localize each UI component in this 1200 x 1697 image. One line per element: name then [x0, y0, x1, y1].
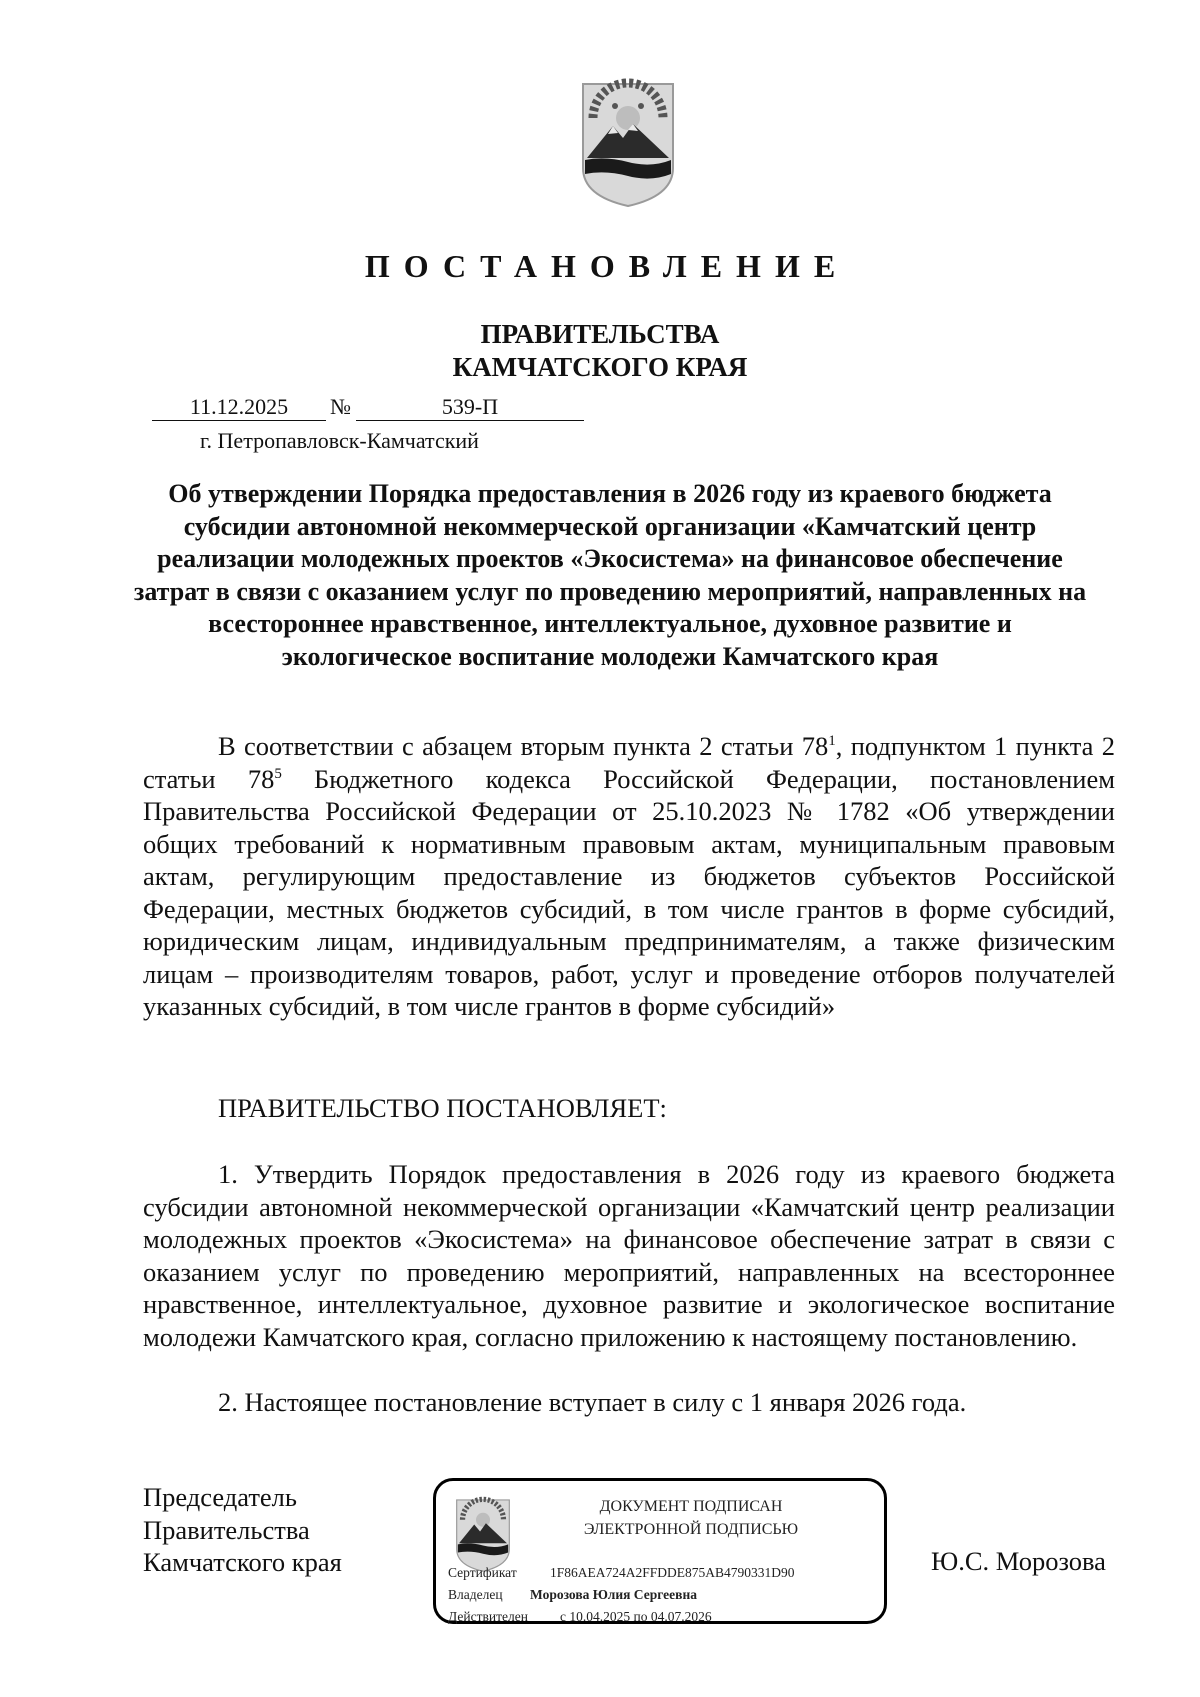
- preamble-superscript-1: 1: [828, 733, 836, 750]
- resolves-heading: ПРАВИТЕЛЬСТВО ПОСТАНОВЛЯЕТ:: [218, 1093, 667, 1123]
- position-line-1: Председатель: [143, 1482, 297, 1512]
- electronic-signature-stamp: [433, 1478, 887, 1624]
- stamp-heading: [526, 1495, 856, 1541]
- coat-of-arms-icon: [575, 78, 681, 210]
- stamp-heading-line-2: ЭЛЕКТРОННОЙ ПОДПИСЬЮ: [583, 1521, 799, 1538]
- city: г. Петропавловск-Камчатский: [200, 428, 479, 453]
- stamp-heading-line-1: ДОКУМЕНТ ПОДПИСАН: [599, 1498, 783, 1515]
- preamble-superscript-2: 5: [274, 765, 282, 782]
- signatory-position: [143, 1481, 342, 1579]
- position-line-2: Правительства: [143, 1514, 310, 1545]
- preamble-text-b: , подпунктом 1 пункта 2 статьи 78: [143, 731, 1116, 794]
- item-1: 1. Утвердить Порядок предоставления в 2026 году из краевого бюджета субсидии автономной некоммерческой организации «Камчатский центр реализации молодежных проектов «Экосистема» на финансовое обеспечение затрат в связи с оказанием услуг по проведению мероприятий, направленных на всестороннее нравственное, интеллектуальное, духовное развитие и экологическое воспитание молодежи Камчатского края, согласно приложению к настоящему постановлению.: [143, 1159, 1115, 1352]
- signatory-name: Ю.С. Морозова: [931, 1546, 1106, 1576]
- owner-row: [448, 1587, 697, 1603]
- issuer-line-1: ПРАВИТЕЛЬСТВА: [480, 319, 720, 349]
- item-2: 2. Настоящее постановление вступает в силу с 1 января 2026 года.: [218, 1387, 967, 1417]
- issuer-line-2: КАМЧАТСКОГО КРАЯ: [452, 352, 748, 382]
- certificate-label: Сертификат: [448, 1565, 517, 1580]
- preamble-text-a: В соответствии с абзацем вторым пункта 2 статьи 78: [218, 731, 829, 761]
- document-title: Об утверждении Порядка предоставления в 2026 году из краевого бюджета субсидии автономной некоммерческой организации «Камчатский центр реализации молодежных проектов «Экосистема» на финансовое обеспечение затрат в связи с оказанием услуг по проведению мероприятий, направленных на всестороннее нравственное, интеллектуальное, духовное развитие и экологическое воспитание молодежи Камчатского края: [133, 479, 1087, 671]
- validity-label: Действителен: [448, 1609, 528, 1624]
- document-date: 11.12.2025: [152, 394, 326, 421]
- number-sign: №: [330, 394, 351, 419]
- issuer-heading: [0, 318, 1200, 384]
- validity-row: [448, 1609, 712, 1625]
- preamble-text-c: Бюджетного кодекса Российской Федерации, постановлением Правительства Российской Федерации от 25.10.2023 № 1782 «Об утверждении общих требований к нормативным правовым актам, муниципальным правовым актам, регулирующим предоставление из бюджетов субъектов Российской Федерации, местных бюджетов субсидий, в том числе грантов в форме субсидий, юридическим лицам, индивидуальным предпринимателям, а также физическим лицам – производителям товаров, работ, услуг и проведение отборов получателей указанных субсидий, в том числе грантов в форме субсидий»: [143, 763, 1115, 1021]
- certificate-row: [448, 1565, 795, 1581]
- owner-label: Владелец: [448, 1587, 503, 1602]
- position-line-3: Камчатского края: [143, 1547, 342, 1577]
- certificate-value: 1F86AEA724A2FFDDE875AB4790331D90: [550, 1565, 795, 1580]
- document-number: 539-П: [356, 394, 584, 421]
- owner-value: Морозова Юлия Сергеевна: [530, 1587, 697, 1602]
- validity-value: с 10.04.2025 по 04.07.2026: [560, 1609, 712, 1624]
- preamble-paragraph: [143, 730, 1115, 1023]
- document-type-heading: ПОСТАНОВЛЕНИЕ: [364, 248, 850, 284]
